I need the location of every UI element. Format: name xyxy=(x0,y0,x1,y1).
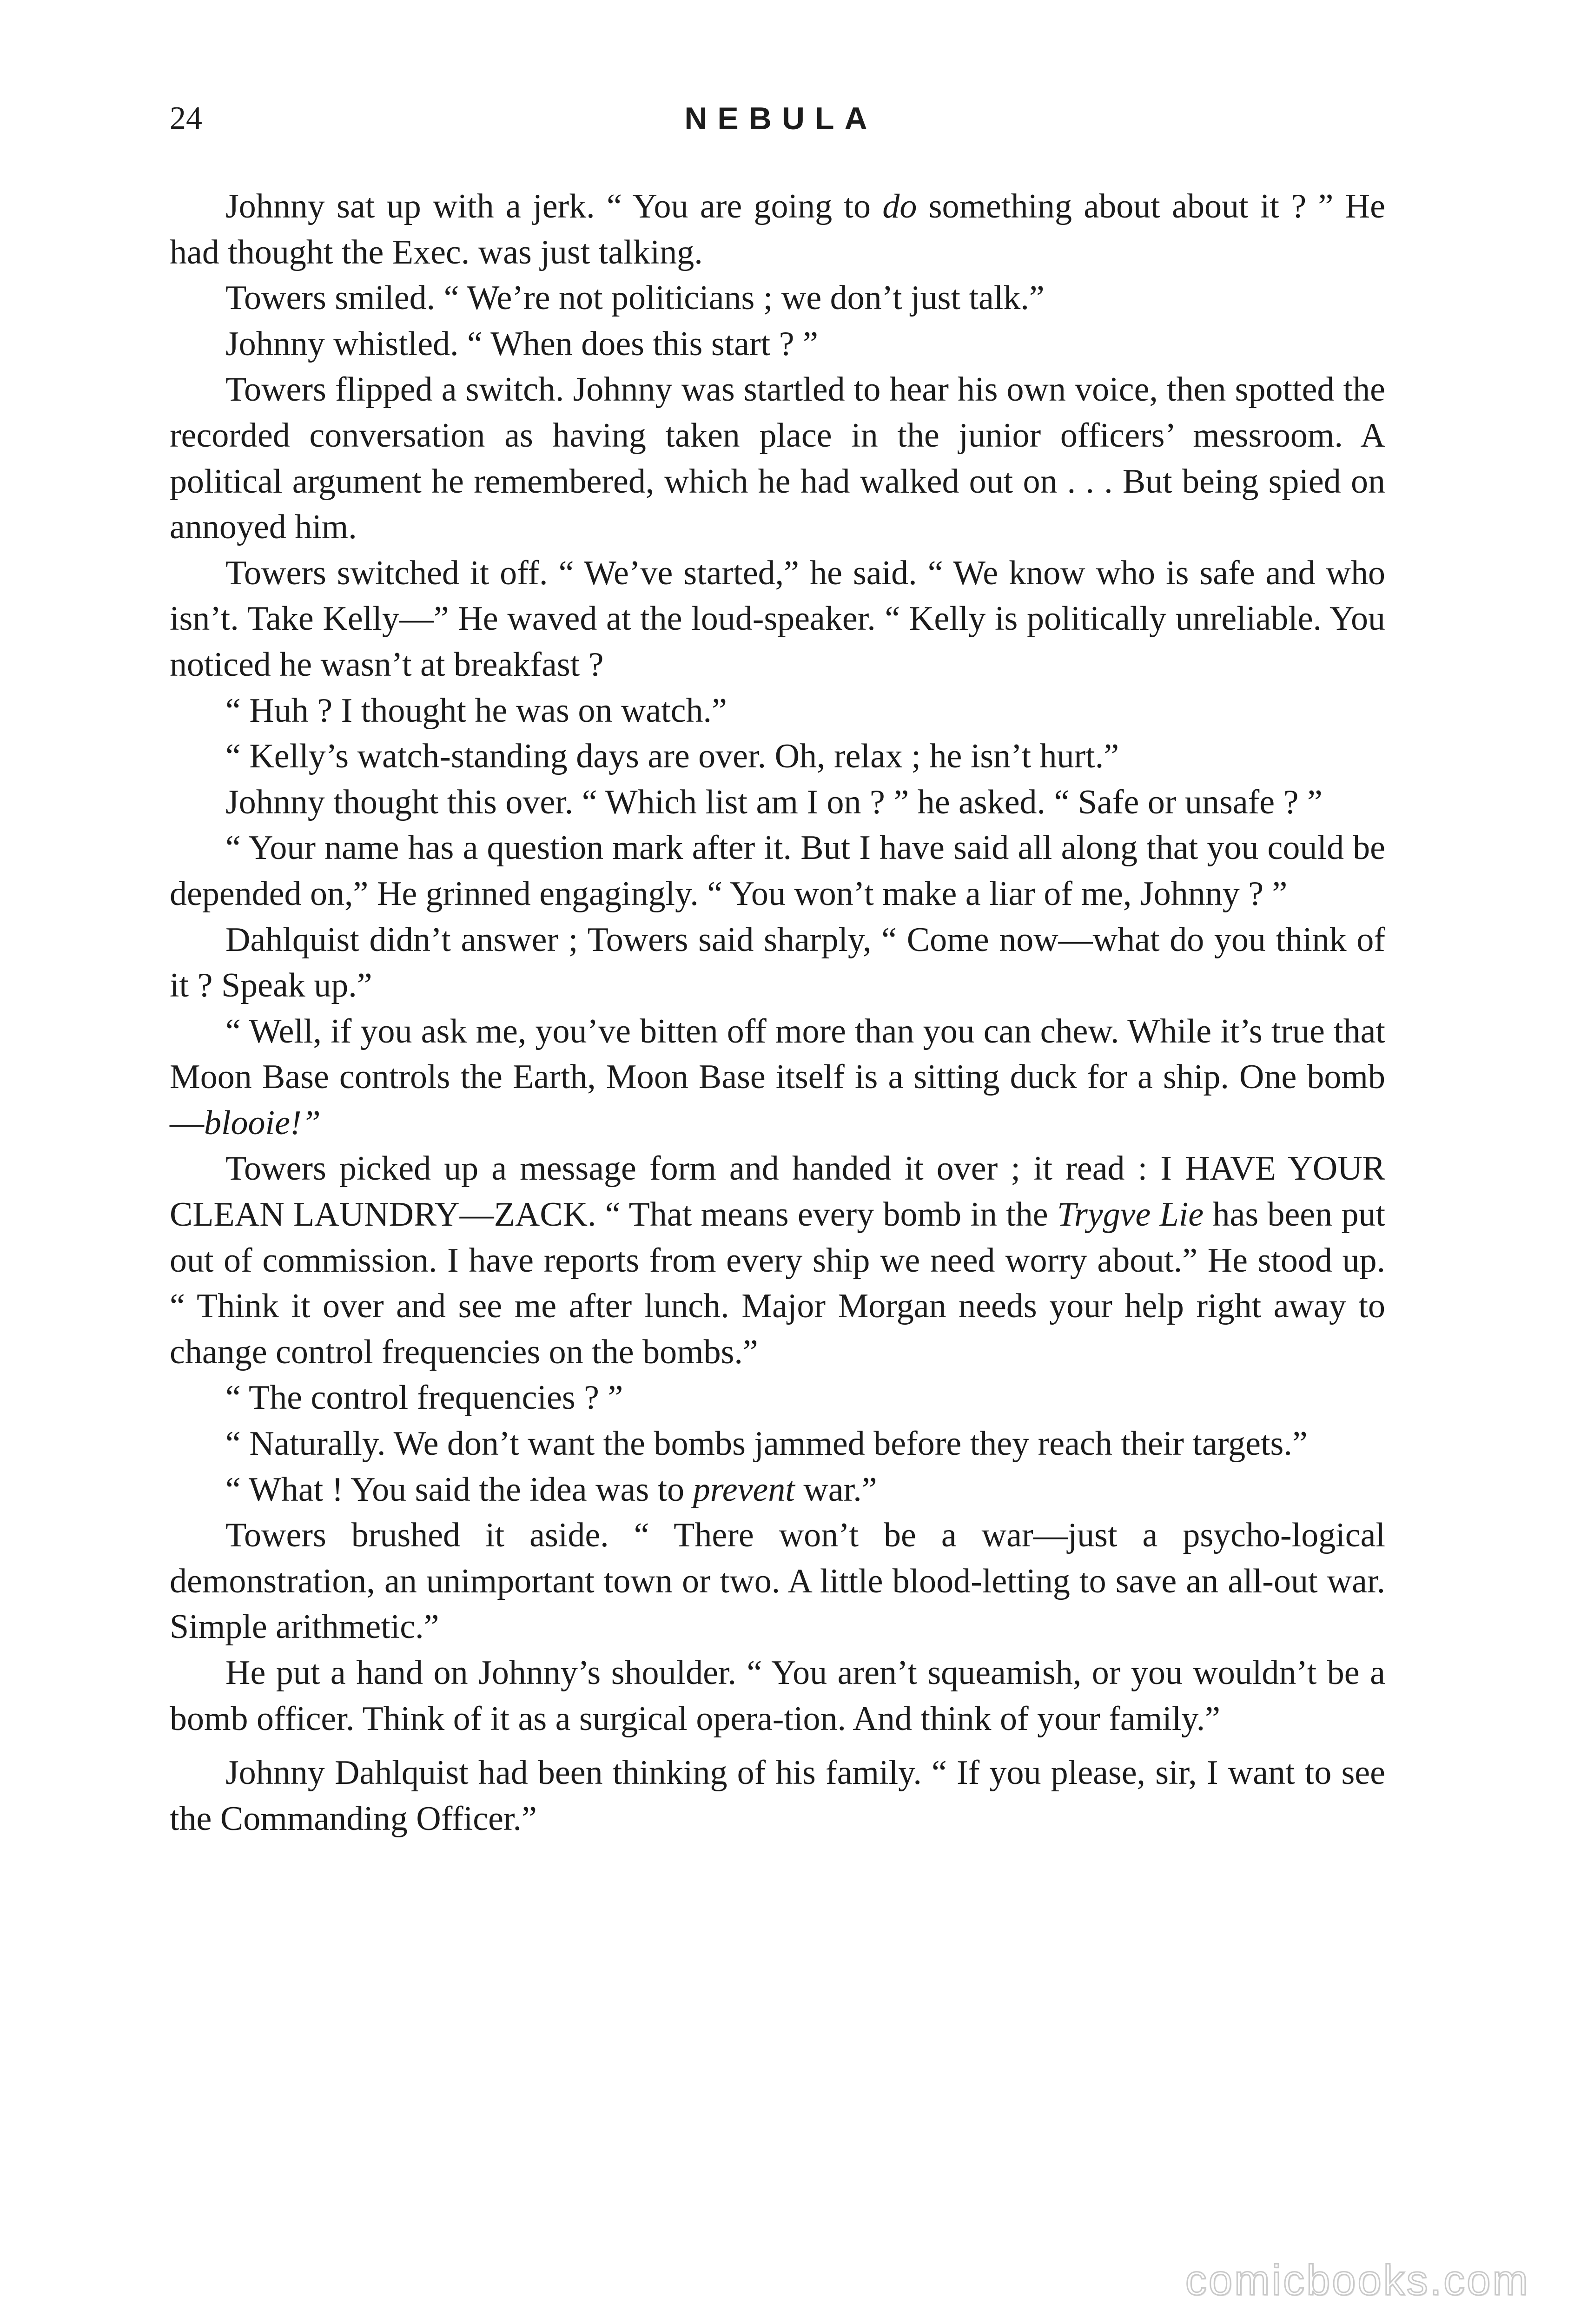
paragraph xyxy=(170,1467,1385,1513)
italic-text: do xyxy=(882,187,917,225)
text-run: war.” xyxy=(794,1470,877,1509)
paragraph xyxy=(170,733,1385,779)
text-run: Towers smiled. “ We’re not politicians ; we don’t just talk.” xyxy=(225,279,1045,317)
text-run: something about about it ? ” He had thought the Exec. was just talking. xyxy=(170,187,1385,271)
text-run: Towers switched it off. “ We’ve started,” he said. “ We know who is safe and who isn’t. Take Kelly—” He waved at the loud-speaker. “ Kelly is politically unreliable. You noticed he wasn’t at breakfast ? xyxy=(170,554,1385,684)
body-text xyxy=(170,184,1385,1842)
watermark-logo: comicbooks.com xyxy=(1185,2257,1530,2304)
italic-text: prevent xyxy=(693,1470,795,1509)
text-run: has been put out of commission. I have reports from every ship we need worry about.” He stood up. “ Think it over and see me after lunch. Major Morgan needs your help right away to change control frequencies on the bombs.” xyxy=(170,1195,1385,1371)
text-run: Johnny Dahlquist had been thinking of his family. “ If you please, sir, I want to see the Commanding Officer.” xyxy=(170,1754,1385,1838)
paragraph xyxy=(170,550,1385,688)
text-run: “ Huh ? I thought he was on watch.” xyxy=(225,691,727,730)
paragraph xyxy=(170,321,1385,367)
text-run: Johnny whistled. “ When does this start ? ” xyxy=(225,324,818,363)
text-run: “ Naturally. We don’t want the bombs jammed before they reach their targets.” xyxy=(225,1425,1308,1463)
text-run: Towers brushed it aside. “ There won’t be a war—just a psycho-logical demonstration, an unimportant town or two. A little blood-letting to save an all-out war. Simple arithmetic.” xyxy=(170,1516,1385,1646)
paragraph xyxy=(170,917,1385,1009)
text-run: “ What ! You said the idea was to xyxy=(225,1470,693,1509)
text-run: “ The control frequencies ? ” xyxy=(225,1379,623,1417)
paragraph xyxy=(170,1146,1385,1375)
text-run: Johnny thought this over. “ Which list am I on ? ” he asked. “ Safe or unsafe ? ” xyxy=(225,783,1323,821)
text-run: Johnny sat up with a jerk. “ You are going to xyxy=(225,187,883,225)
paragraph xyxy=(170,1421,1385,1467)
text-run: “ Well, if you ask me, you’ve bitten off more than you can chew. While it’s true that Moon Base controls the Earth, Moon Base itself is a sitting duck for a ship. One bomb— xyxy=(170,1012,1385,1142)
paragraph xyxy=(170,367,1385,550)
italic-text: blooie!” xyxy=(204,1103,321,1142)
text-run: Towers flipped a switch. Johnny was startled to hear his own voice, then spotted the recorded conversation as having taken place in the junior officers’ messroom. A political argument he remembered, which he had walked out on . . . But being spied on annoyed him. xyxy=(170,370,1385,547)
text-run: Dahlquist didn’t answer ; Towers said sharply, “ Come now—what do you think of it ? Speak up.” xyxy=(170,920,1385,1005)
paragraph xyxy=(170,275,1385,321)
text-run: He put a hand on Johnny’s shoulder. “ You aren’t squeamish, or you wouldn’t be a bomb officer. Think of it as a surgical opera-tion. And think of your family.” xyxy=(170,1654,1385,1738)
paragraph xyxy=(170,184,1385,275)
paragraph xyxy=(170,779,1385,825)
text-run: “ Your name has a question mark after it. But I have said all along that you could be depended on,” He grinned engagingly. “ You won’t make a liar of me, Johnny ? ” xyxy=(170,829,1385,913)
page-header xyxy=(170,95,1392,142)
paragraph xyxy=(170,825,1385,917)
text-run: Towers picked up a message form and handed it over ; it read : I HAVE YOUR CLEAN LAUNDRY—ZACK. “ That means every bomb in the xyxy=(170,1149,1385,1234)
paragraph xyxy=(170,1512,1385,1650)
paragraph xyxy=(170,1375,1385,1421)
paragraph xyxy=(170,1009,1385,1146)
paragraph xyxy=(170,1750,1385,1842)
page-number: 24 xyxy=(170,100,202,136)
paragraph xyxy=(170,688,1385,734)
paragraph xyxy=(170,1650,1385,1742)
italic-text: Trygve Lie xyxy=(1057,1195,1204,1234)
text-run: “ Kelly’s watch-standing days are over. Oh, relax ; he isn’t hurt.” xyxy=(225,737,1119,776)
running-title: NEBULA xyxy=(684,101,878,136)
